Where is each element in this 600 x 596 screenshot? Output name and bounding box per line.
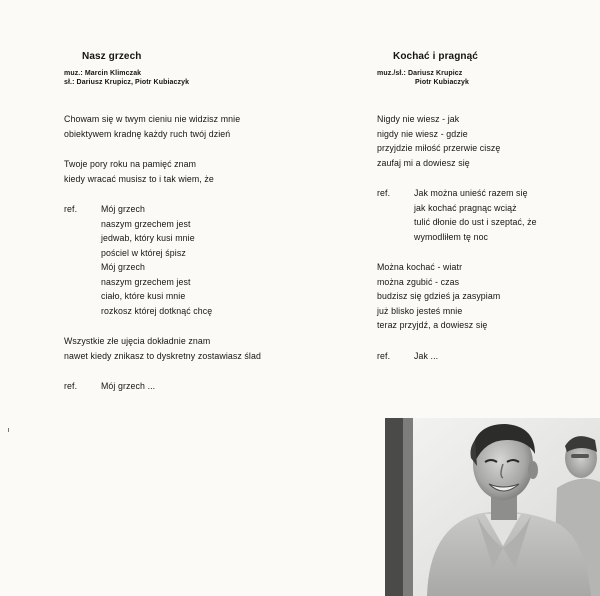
lyric-line: budzisz się gdzieś ja zasypiam <box>377 291 501 301</box>
credits-music-lyrics: muz./sł.: Dariusz Krupicz <box>377 70 463 77</box>
lyric-line: naszym grzechem jest <box>101 276 191 287</box>
lyric-line: nigdy nie wiesz - gdzie <box>377 128 468 139</box>
lyric-line: zaufaj mi a dowiesz się <box>377 157 470 168</box>
lyric-line: Wszystkie złe ujęcia dokładnie znam <box>64 336 211 346</box>
lyric-line: przyjdzie miłość przerwie ciszę <box>377 143 501 153</box>
credits-music: muz.: Marcin Klimczak <box>64 70 142 77</box>
refrain <box>64 202 364 318</box>
band-photo <box>385 418 600 596</box>
credits-lyrics: sł.: Dariusz Krupicz, Piotr Kubiaczyk <box>64 79 190 86</box>
lyric-line: obiektywem kradnę każdy ruch twój dzień <box>64 128 231 139</box>
lyric-line: naszym grzechem jest <box>101 218 191 229</box>
song-title: Kochać i pragnąć <box>393 51 478 62</box>
lyric-line: jak kochać pragnąc wciąż <box>414 202 517 213</box>
refrain-label: ref. <box>377 350 391 361</box>
lyric-line: Nigdy nie wiesz - jak <box>377 114 460 124</box>
stanza <box>64 334 364 363</box>
song-nasz-grzech <box>64 50 364 394</box>
refrain-repeat <box>377 349 587 364</box>
print-mark <box>8 428 9 432</box>
lyric-line: Mój grzech ... <box>101 381 156 391</box>
refrain-label: ref. <box>377 188 391 198</box>
song-credits <box>377 69 587 87</box>
stanza <box>64 157 364 186</box>
song-kochac-i-pragnac <box>377 50 587 363</box>
refrain-repeat <box>64 379 364 394</box>
lyric-line: kiedy wracać musisz to i tak wiem, że <box>64 173 214 184</box>
refrain-label: ref. <box>64 204 78 214</box>
lyric-line: już blisko jesteś mnie <box>377 305 463 316</box>
lyric-line: Chowam się w twym cieniu nie widzisz mnie <box>64 114 241 124</box>
lyric-line: tulić dłonie do ust i szeptać, że <box>414 217 537 227</box>
credits-lyrics: Piotr Kubiaczyk <box>415 79 470 86</box>
lyric-line: rozkosz której dotknąć chcę <box>101 305 213 316</box>
lyric-line: nawet kiedy znikasz to dyskretny zostawiasz ślad <box>64 350 261 361</box>
stanza <box>64 112 364 141</box>
refrain-label: ref. <box>64 381 78 391</box>
lyric-line: teraz przyjdź, a dowiesz się <box>377 320 488 330</box>
lyric-line: pościel w której śpisz <box>101 247 186 258</box>
lyric-line: Twoje pory roku na pamięć znam <box>64 159 197 169</box>
lyric-line: wymodliłem tę noc <box>414 231 489 242</box>
lyric-line: jedwab, który kusi mnie <box>101 233 195 243</box>
lyric-line: można zgubić - czas <box>377 276 460 287</box>
refrain <box>377 186 587 244</box>
lyric-line: Jak można unieść razem się <box>414 188 528 198</box>
lyric-line: ciało, które kusi mnie <box>101 291 186 301</box>
stanza <box>377 112 587 170</box>
lyric-line: Jak ... <box>414 350 439 361</box>
stanza <box>377 260 587 333</box>
lyric-line: Mój grzech <box>101 262 146 272</box>
lyric-line: Mój grzech <box>101 204 146 214</box>
song-credits <box>64 69 364 87</box>
song-title: Nasz grzech <box>82 51 142 62</box>
lyric-line: Można kochać - wiatr <box>377 262 463 272</box>
